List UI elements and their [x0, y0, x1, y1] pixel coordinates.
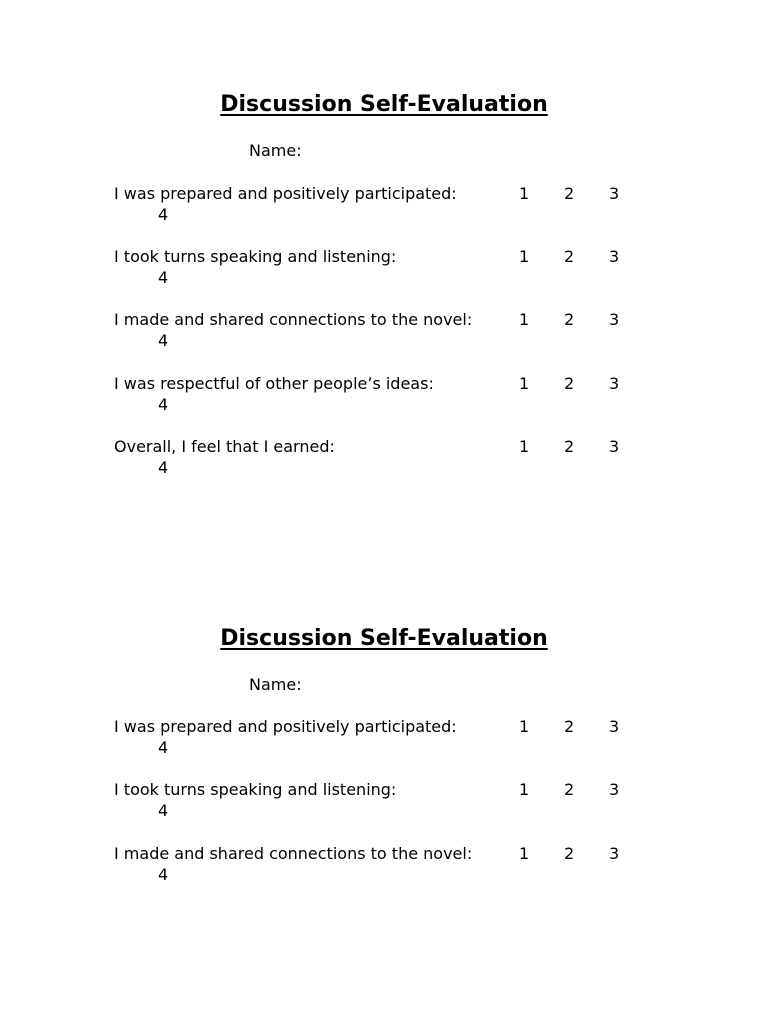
evaluation-item	[0, 373, 768, 417]
score-4: 4	[158, 458, 169, 477]
score-1: 1	[519, 374, 530, 393]
score-3: 3	[609, 717, 620, 736]
item-label: I made and shared connections to the novel:	[114, 844, 473, 863]
item-label: I took turns speaking and listening:	[114, 247, 397, 266]
score-4: 4	[158, 331, 169, 350]
score-1: 1	[519, 184, 530, 203]
score-4: 4	[158, 395, 169, 414]
score-4: 4	[158, 205, 169, 224]
score-2: 2	[564, 310, 575, 329]
item-label: I was prepared and positively participated:	[114, 184, 457, 203]
score-1: 1	[519, 844, 530, 863]
score-1: 1	[519, 247, 530, 266]
form-title: Discussion Self-Evaluation	[220, 92, 548, 117]
name-label: Name:	[249, 675, 302, 694]
score-2: 2	[564, 780, 575, 799]
evaluation-item	[0, 309, 768, 353]
score-1: 1	[519, 310, 530, 329]
score-3: 3	[609, 247, 620, 266]
score-2: 2	[564, 184, 575, 203]
score-4: 4	[158, 268, 169, 287]
item-label: I took turns speaking and listening:	[114, 780, 397, 799]
score-4: 4	[158, 865, 169, 884]
name-label: Name:	[249, 141, 302, 160]
form-title: Discussion Self-Evaluation	[220, 626, 548, 651]
score-4: 4	[158, 801, 169, 820]
item-label: Overall, I feel that I earned:	[114, 437, 335, 456]
score-1: 1	[519, 780, 530, 799]
evaluation-item	[0, 779, 768, 823]
score-3: 3	[609, 780, 620, 799]
item-label: I was respectful of other people’s ideas:	[114, 374, 434, 393]
score-4: 4	[158, 738, 169, 757]
item-label: I made and shared connections to the novel:	[114, 310, 473, 329]
score-3: 3	[609, 310, 620, 329]
score-2: 2	[564, 717, 575, 736]
score-2: 2	[564, 247, 575, 266]
score-1: 1	[519, 437, 530, 456]
score-2: 2	[564, 437, 575, 456]
evaluation-item	[0, 716, 768, 760]
score-3: 3	[609, 437, 620, 456]
score-3: 3	[609, 844, 620, 863]
evaluation-item	[0, 436, 768, 480]
evaluation-item	[0, 843, 768, 887]
evaluation-item	[0, 183, 768, 227]
score-2: 2	[564, 374, 575, 393]
score-3: 3	[609, 374, 620, 393]
item-label: I was prepared and positively participated:	[114, 717, 457, 736]
evaluation-item	[0, 246, 768, 290]
score-3: 3	[609, 184, 620, 203]
score-2: 2	[564, 844, 575, 863]
score-1: 1	[519, 717, 530, 736]
